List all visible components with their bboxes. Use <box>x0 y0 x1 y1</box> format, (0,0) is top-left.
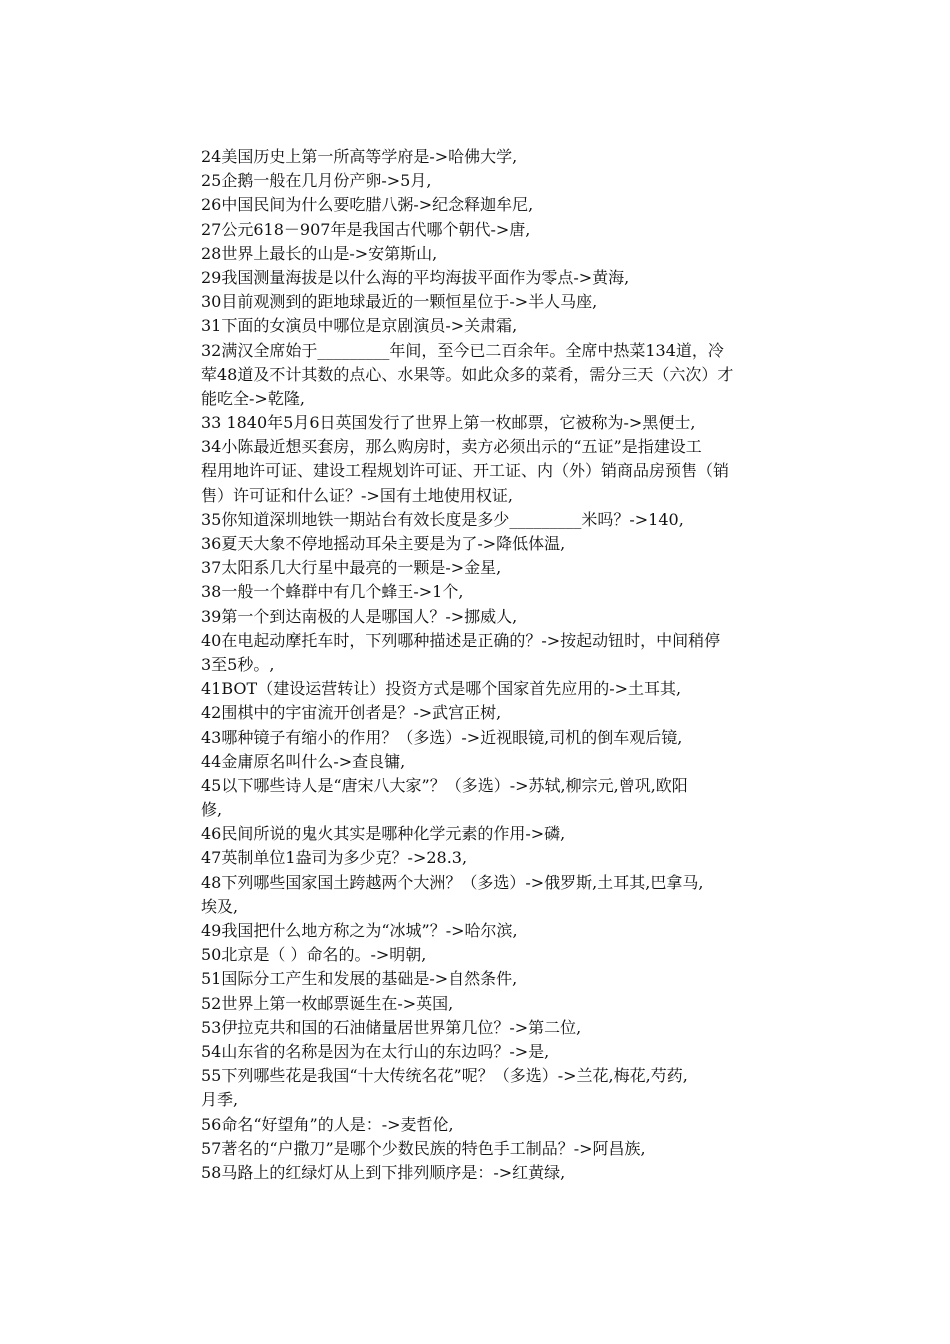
text-line: 36夏天大象不停地摇动耳朵主要是为了->降低体温, <box>201 534 566 553</box>
text-line: 24美国历史上第一所高等学府是->哈佛大学, <box>201 147 518 166</box>
text-line: 35你知道深圳地铁一期站台有效长度是多少_________米吗？->140, <box>201 509 684 529</box>
text-line: 45以下哪些诗人是“唐宋八大家”？（多选）->苏轼,柳宗元,曾巩,欧阳 <box>201 775 688 795</box>
text-line: 44金庸原名叫什么->查良镛, <box>201 751 406 771</box>
text-line: 54山东省的名称是因为在太行山的东边吗？->是, <box>201 1041 550 1061</box>
text-line: 52世界上第一枚邮票诞生在->英国, <box>201 993 454 1013</box>
text-line: 埃及, <box>201 896 239 916</box>
text-line: 42围棋中的宇宙流开创者是？->武宫正树, <box>201 703 502 723</box>
text-line: 30目前观测到的距地球最近的一颗恒星位于->半人马座, <box>201 292 598 312</box>
text-line: 29我国测量海拔是以什么海的平均海拔平面作为零点->黄海, <box>201 267 630 287</box>
text-line: 47英制单位1盎司为多少克？->28.3, <box>201 848 468 868</box>
text-line: 46民间所说的鬼火其实是哪种化学元素的作用->磷, <box>201 824 566 844</box>
text-line: 28世界上最长的山是->安第斯山, <box>201 243 438 263</box>
text-line: 25企鹅一般在几月份产卵->5月, <box>201 171 432 191</box>
text-line: 能吃全->乾隆, <box>201 388 305 408</box>
text-line: 荤48道及不计其数的点心、水果等。如此众多的菜肴，需分三天（六次）才 <box>201 364 734 384</box>
text-line: 48下列哪些国家国土跨越两个大洲？（多选）->俄罗斯,土耳其,巴拿马, <box>201 872 704 892</box>
text-line: 41BOT（建设运营转让）投资方式是哪个国家首先应用的->土耳其, <box>201 679 682 699</box>
document-body <box>201 145 801 1185</box>
text-line: 31下面的女演员中哪位是京剧演员->关肃霜, <box>201 316 518 336</box>
text-line: 39第一个到达南极的人是哪国人？->挪威人, <box>201 606 518 626</box>
text-line: 37太阳系几大行星中最亮的一颗是->金星, <box>201 558 502 578</box>
text-line: 程用地许可证、建设工程规划许可证、开工证、内（外）销商品房预售（销 <box>201 461 730 481</box>
text-line: 26中国民间为什么要吃腊八粥->纪念释迦牟尼, <box>201 195 534 215</box>
text-line: 49我国把什么地方称之为“冰城”？->哈尔滨, <box>201 921 518 940</box>
text-line: 27公元618－907年是我国古代哪个朝代->唐, <box>201 219 531 239</box>
text-line: 34小陈最近想买套房，那么购房时，卖方必须出示的“五证”是指建设工 <box>201 437 702 457</box>
text-line: 修, <box>201 800 223 820</box>
text-line: 53伊拉克共和国的石油储量居世界第几位？->第二位, <box>201 1017 582 1037</box>
text-line: 56命名“好望角”的人是：->麦哲伦, <box>201 1114 454 1134</box>
text-line: 55下列哪些花是我国“十大传统名花”呢？（多选）->兰花,梅花,芍药, <box>201 1066 688 1086</box>
text-line: 3至5秒。, <box>201 654 275 674</box>
text-line: 50北京是（ ）命名的。->明朝, <box>201 945 427 965</box>
text-line: 40在电起动摩托车时，下列哪种描述是正确的？->按起动钮时，中间稍停 <box>201 630 721 650</box>
text-line: 33 1840年5月6日英国发行了世界上第一枚邮票，它被称为->黑便士, <box>201 413 696 433</box>
text-line: 32满汉全席始于_________年间，至今已二百余年。全席中热菜134道，冷 <box>201 340 724 360</box>
text-line: 51国际分工产生和发展的基础是->自然条件, <box>201 969 518 989</box>
text-line: 38一般一个蜂群中有几个蜂王->1个, <box>201 582 464 602</box>
text-line: 58马路上的红绿灯从上到下排列顺序是：->红黄绿, <box>201 1162 566 1182</box>
text-line: 57著名的“户撒刀”是哪个少数民族的特色手工制品？->阿昌族, <box>201 1138 646 1158</box>
text-line: 月季, <box>201 1090 239 1110</box>
text-line: 43哪种镜子有缩小的作用？（多选）->近视眼镜,司机的倒车观后镜, <box>201 727 683 747</box>
text-line: 售）许可证和什么证？->国有土地使用权证, <box>201 485 513 505</box>
